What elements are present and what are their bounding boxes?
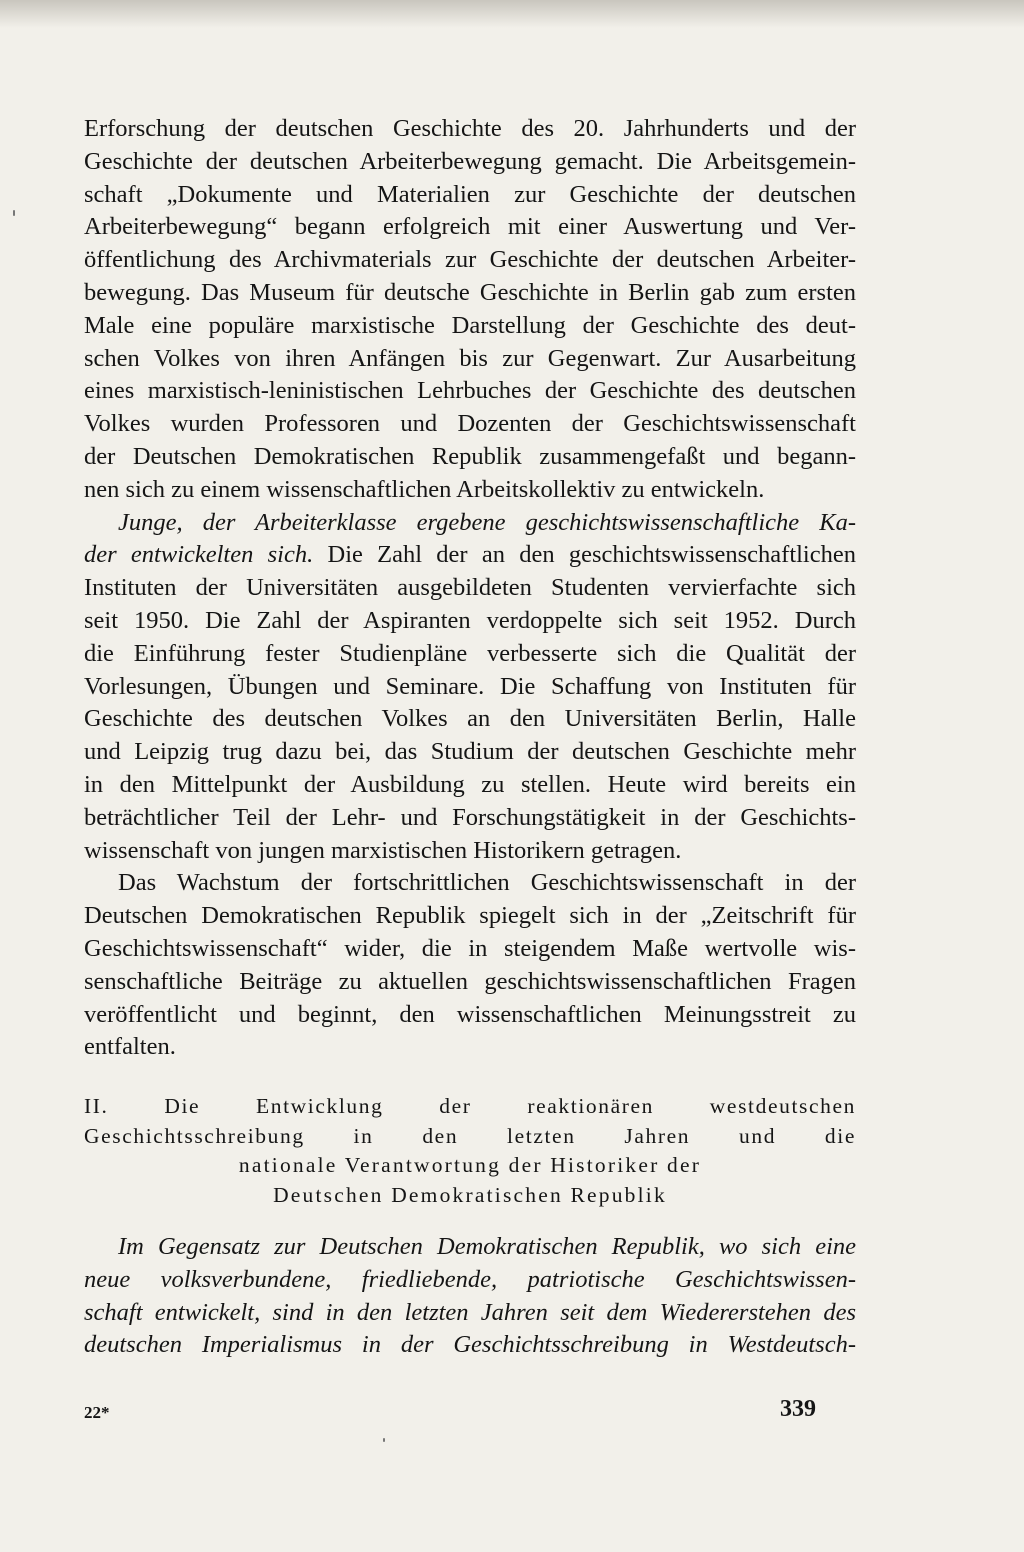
text-line: Arbeiterbewegung“ begann erfolgreich mit einer Auswertung und Ver- — [84, 213, 856, 241]
body-text — [84, 113, 856, 1064]
scan-speck — [383, 1438, 385, 1442]
text-line — [84, 539, 856, 572]
heading-line: II. Die Entwicklung der reaktionären westdeutschen — [84, 1094, 856, 1118]
text-line: und Leipzig trug dazu bei, das Studium der deutschen Geschichte mehr — [84, 738, 856, 766]
text-line: Erforschung der deutschen Geschichte des 20. Jahrhunderts und der — [84, 115, 856, 142]
text-line: Deutschen Demokratischen Republik spiegelt sich in der „Zeitschrift für — [84, 902, 856, 930]
section-heading — [84, 1092, 856, 1210]
heading-line: nationale Verantwortung der Historiker der — [238, 1153, 702, 1177]
page-number: 339 — [780, 1396, 816, 1422]
text-line: Volkes wurden Professoren und Dozenten der Geschichtswissenschaft — [84, 410, 856, 438]
text-line: senschaftliche Beiträge zu aktuellen geschichtswissenschaftlichen Fragen — [84, 967, 856, 995]
italic-paragraph — [84, 1231, 856, 1362]
heading-line: Deutschen Demokratischen Republik — [273, 1182, 667, 1207]
text-line: schen Volkes von ihren Anfängen bis zur Gegenwart. Zur Ausarbeitung — [84, 344, 856, 372]
text-line: Vorlesungen, Übungen und Seminare. Die Schaffung von Instituten für — [84, 672, 856, 700]
italic-emphasis: der entwickelten sich. — [84, 541, 314, 569]
text-line: deutschen Imperialismus in der Geschichtsschreibung in Westdeutsch- — [84, 1331, 856, 1359]
text-line: Geschichte des deutschen Volkes an den Universitäten Berlin, Halle — [84, 705, 856, 733]
italic-emphasis: Junge, der Arbeiterklasse ergebene geschichtswissenschaftliche Ka- — [118, 508, 856, 536]
text-line: Instituten der Universitäten ausgebildeten Studenten vervierfachte sich — [84, 574, 856, 602]
text-line: seit 1950. Die Zahl der Aspiranten verdoppelte sich seit 1952. Durch — [84, 606, 856, 634]
text-line — [84, 507, 856, 540]
text-line: Das Wachstum der fortschrittlichen Geschichtswissenschaft in der — [118, 869, 856, 897]
printer-signature-mark: 22* — [84, 1403, 110, 1422]
text-line: in den Mittelpunkt der Ausbildung zu stellen. Heute wird bereits ein — [84, 770, 856, 798]
text-line: schaft „Dokumente und Materialien zur Geschichte der deutschen — [84, 180, 856, 208]
text-line: Geschichtswissenschaft“ wider, die in steigendem Maße wertvolle wis- — [84, 934, 856, 962]
heading-line: Geschichtsschreibung in den letzten Jahren und die — [84, 1123, 856, 1148]
text-line: neue volksverbundene, friedliebende, patriotische Geschichtswissen- — [84, 1265, 856, 1293]
scan-speck — [13, 210, 15, 216]
text-line: Male eine populäre marxistische Darstellung der Geschichte des deut- — [84, 311, 856, 339]
text-line: Geschichte der deutschen Arbeiterbewegung gemacht. Die Arbeitsgemein- — [84, 147, 856, 175]
text-line: schaft entwickelt, sind in den letzten Jahren seit dem Wiedererstehen des — [84, 1298, 856, 1326]
text-line: bewegung. Das Museum für deutsche Geschichte in Berlin gab zum ersten — [84, 278, 856, 306]
text-line: entfalten. — [84, 1033, 176, 1061]
text-line: wissenschaft von jungen marxistischen Historikern getragen. — [84, 836, 682, 864]
text-line: die Einführung fester Studienpläne verbesserte sich die Qualität der — [84, 639, 856, 667]
text-line: öffentlichung des Archivmaterials zur Geschichte der deutschen Arbeiter- — [84, 246, 856, 274]
page-top-shadow — [0, 0, 1024, 28]
text-line: veröffentlicht und beginnt, den wissenschaftlichen Meinungsstreit zu — [84, 1000, 856, 1028]
text-span: Die Zahl der an den geschichtswissenschaftlichen — [313, 541, 856, 569]
text-line: Im Gegensatz zur Deutschen Demokratischen Republik, wo sich eine — [118, 1233, 856, 1260]
text-line: nen sich zu einem wissenschaftlichen Arbeitskollektiv zu entwickeln. — [84, 475, 765, 503]
text-line: der Deutschen Demokratischen Republik zusammengefaßt und begann- — [84, 442, 856, 470]
text-line: eines marxistisch-leninistischen Lehrbuches der Geschichte des deutschen — [84, 377, 856, 405]
text-line: beträchtlicher Teil der Lehr- und Forschungstätigkeit in der Geschichts- — [84, 803, 856, 831]
